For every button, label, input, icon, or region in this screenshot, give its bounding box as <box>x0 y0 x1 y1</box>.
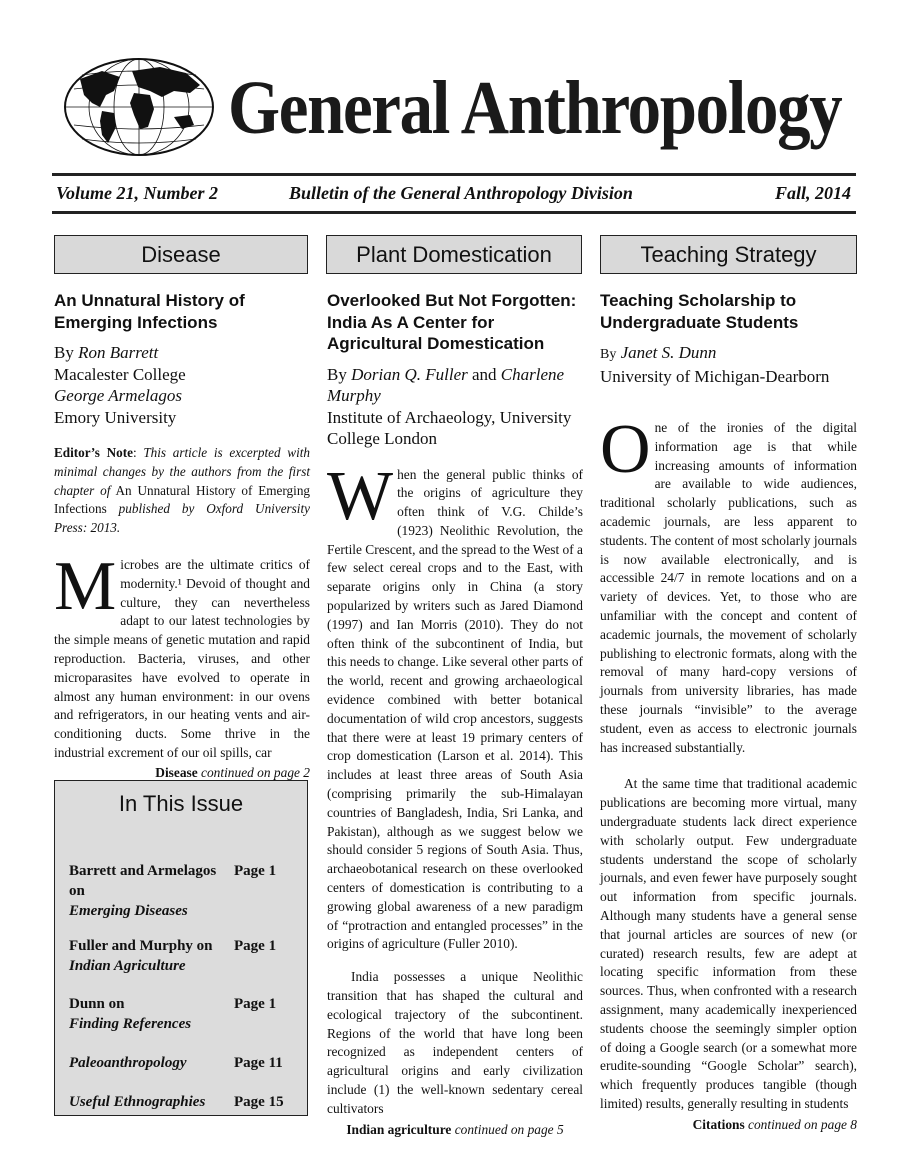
article-body: One of the ironies of the digital information age is that while increasing amounts of information are available to wide audiences, traditional scholarly publications, such as academic journals, are less apparent to students. The content of most scholarly journals is now available electronically, and is accessible 24/7 in remote locations and on a variety of devices. Yet, to those who are unfamiliar with the concept and content of academic journals, the movement of scholarly publishing to electronic formats, along with the removal of many hard-copy versions of journals from university libraries, has made these journals “invisible” to the average student, even as access to electronic journals has increased substantially. <box>600 411 857 755</box>
toc-item[interactable]: Fuller and Murphy on Indian AgriculturePage 1 <box>69 938 277 974</box>
article-byline: By Dorian Q. Fuller and Charlene Murphy Institute of Archaeology, University College London <box>327 364 572 448</box>
article-byline: By Ron Barrett Macalester College George Armelagos Emory University <box>54 343 186 427</box>
drop-cap: W <box>327 457 394 535</box>
issue-season: Fall, 2014 <box>774 183 851 203</box>
author-name: Charlene Murphy <box>327 364 565 405</box>
article-body: Microbes are the ultimate critics of modernity.¹ Devoid of thought and culture, they can nevertheless adapt to our latest technologies by the simple means of genetic mutation and rapid reproduction. Bacteria, viruses, and other microparasites have evolved to operate in almost any human environment: in our ovens and refrigerators, in our heating vents and air-conditioning ducts. Some thrive in the industrial excrement of our oil spills, car <box>54 547 310 760</box>
author-affiliation: University of Michigan-Dearborn <box>600 366 830 386</box>
toc-item[interactable]: Useful Ethnographies Page 15 <box>69 1094 284 1110</box>
author-affiliation: Macalester College <box>54 364 186 384</box>
in-this-issue-title: In This Issue <box>118 791 244 816</box>
drop-cap: O <box>600 411 651 488</box>
masthead-rule-bottom <box>52 211 856 214</box>
author-name: Janet S. Dunn <box>620 343 717 362</box>
article-headline: Overlooked But Not Forgotten: India As A Center for Agricultural Domestication <box>327 291 577 353</box>
section-teaching-strategy: Teaching Strategy <box>600 235 857 274</box>
article-body: At the same time that traditional academic publications are becoming more virtual, many undergraduate students lack direct experience with scholarly output. Few undergraduate students understand the scope of scholarly journals, and even fewer have purposely sought out information from specific journals. Although many students have a general sense that journal articles are sources of new (or curated) research results, few are adept at locating specific information from these sources. Thus, when confronted with a research assignment, many academically inexperienced students choose the seemingly simpler option of doing a Google search (or a somewhat more erudite-sounding “Google Scholar” search), which frequently produces tangible (though limited) results, generally resulting in students <box>600 776 857 1111</box>
masthead-title: General Anthropology <box>228 66 842 150</box>
in-this-issue-box <box>54 780 308 1116</box>
article-byline: By Janet S. Dunn University of Michigan-Dearborn <box>600 343 830 386</box>
article-headline: Teaching Scholarship to Undergraduate Students <box>600 291 799 332</box>
continued-note: Indian agriculture continued on page 5 <box>346 1121 564 1137</box>
toc-item[interactable]: Dunn on Finding ReferencesPage 1 <box>69 996 277 1032</box>
article-teaching-strategy <box>600 290 857 1133</box>
continued-note: Citations continued on page 8 <box>692 1116 857 1132</box>
author-affiliation: Emory University <box>54 407 177 427</box>
editors-note: Editor’s Note: This article is excerpted with minimal changes by the authors from the first chapter of An Unnatural History of Emerging Infections published by Oxford University Press: 2013. <box>54 445 311 536</box>
section-disease: Disease <box>54 235 308 274</box>
author-name: Ron Barrett <box>78 343 159 362</box>
article-headline: An Unnatural History of Emerging Infections <box>54 291 245 332</box>
article-body: India possesses a unique Neolithic transition that has shaped the cultural and ecological trajectory of the subcontinent. Regions of the world that have long been recognized as independent centers of agricultural origins and early civilization include (1) the well-known sedentary cereal cultivators <box>327 969 583 1116</box>
continued-note: Disease continued on page 2 <box>155 764 310 780</box>
toc-item[interactable]: Paleoanthropology Page 11 <box>69 1055 283 1071</box>
author-affiliation: Institute of Archaeology, University College London <box>327 407 572 448</box>
toc-item[interactable]: Barrett and Armelagos on Emerging DiseasesPage 1 <box>69 863 277 919</box>
volume-number: Volume 21, Number 2 <box>56 183 219 203</box>
bulletin-name: Bulletin of the General Anthropology Division <box>289 183 633 203</box>
drop-cap: M <box>54 547 117 625</box>
article-body: When the general public thinks of the origins of agriculture they often think of V.G. Childe’s (1923) Neolithic Revolution, the Fertile Crescent, and the spread to the West of a few select cereal crops and to the East, with separate origins only in China (a story popularized by writers such as Jared Diamond (1997) and Ian Morris (2010). They do not often think of the subcontinent of India, but this needs to change. Like several other parts of the world, recent and growing archaeological evidence combined with better botanical documentation of wild crop ancestors, suggests that there were at least 19 primary centers of crop domestication (Larson et al. 2014). This includes at least three areas of South Asia (comprising primarily the sub-Himalayan countries of Bangladesh, India, Sri Lanka, and Pakistan), although as we suggest below we should consider 5 regions of South Asia. Thus, archaeobotanical research on these overlooked centers of domestication is contributing to a growing global awareness of a new paradigm of “protraction and entangled processes” in the origins of agriculture (Fuller 2010). <box>327 457 583 952</box>
globe-logo <box>62 57 216 157</box>
article-disease <box>54 290 310 781</box>
author-name: George Armelagos <box>54 386 182 405</box>
section-plant-domestication: Plant Domestication <box>326 235 582 274</box>
article-plant-domestication <box>327 290 583 1138</box>
masthead-rule-top <box>52 173 856 176</box>
author-name: Dorian Q. Fuller <box>351 364 468 384</box>
